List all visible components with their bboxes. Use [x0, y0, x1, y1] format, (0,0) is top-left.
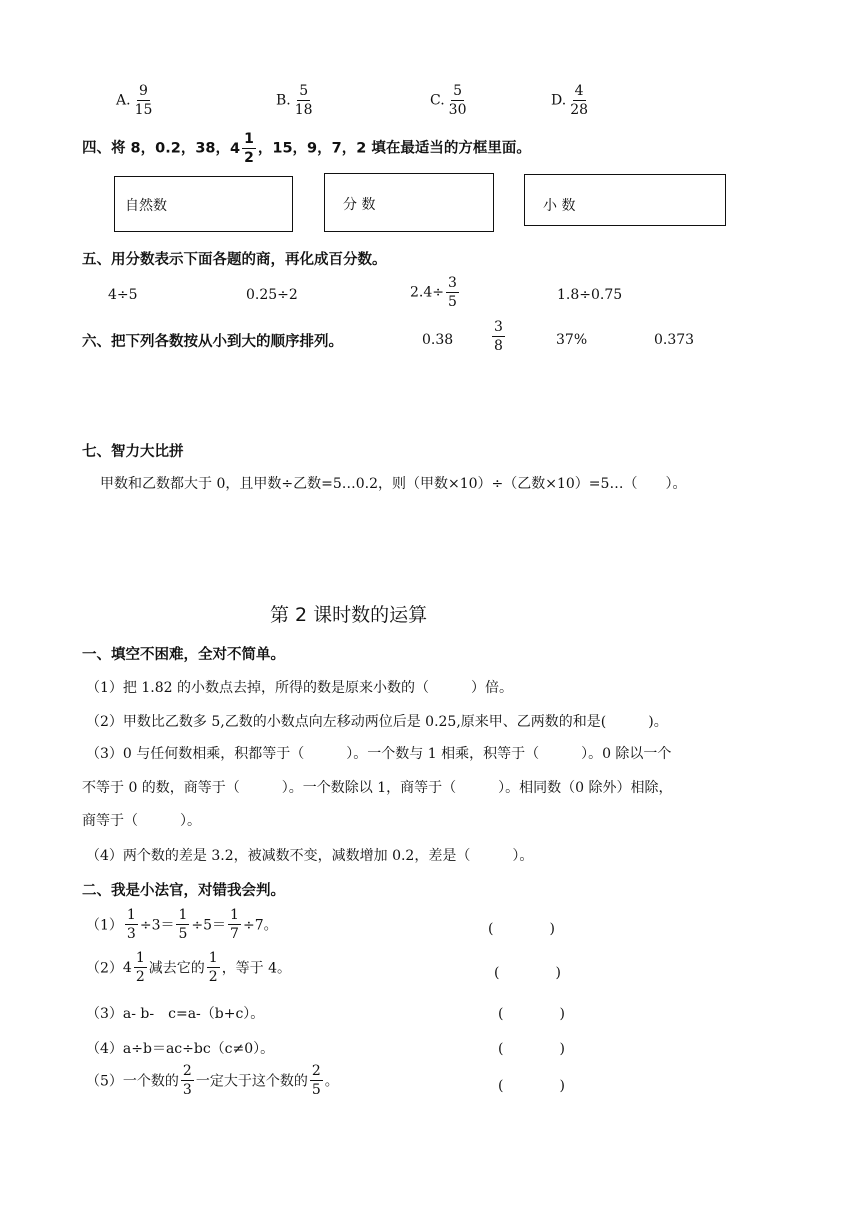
part-1-line-2: （2）甲数比乙数多 5,乙数的小数点向左移动两位后是 0.25,原来甲、乙两数的和是( )。	[86, 714, 668, 730]
part-1-line-3: （3）0 与任何数相乘，积都等于（ ）。一个数与 1 相乘，积等于（ ）。0 除以一个	[86, 746, 672, 762]
choice-c: C. $\frac{5}{30}$	[430, 83, 467, 118]
q6-number-1: 0.38	[422, 332, 454, 348]
choice-d: D. $\frac{4}{28}$	[551, 83, 589, 118]
q6-number-4: 0.373	[654, 332, 695, 348]
decimal-box[interactable]: 小 数	[524, 174, 726, 226]
q5-item-3: 2.4÷ $\frac{3}{5}$	[410, 275, 457, 310]
natural-number-box[interactable]: 自然数	[114, 176, 293, 232]
question-6-title: 六、把下列各数按从小到大的顺序排列。	[82, 334, 343, 350]
q5-item-2: 0.25÷2	[246, 287, 298, 303]
part-1-line-6: （4）两个数的差是 3.2，被减数不变，减数增加 0.2，差是（ ）。	[86, 848, 534, 864]
judge-4-answer[interactable]: ( )	[498, 1041, 565, 1057]
q5-item-1: 4÷5	[108, 287, 138, 303]
judge-4: （4）a÷b＝ac÷bc（c≠0）。	[86, 1041, 275, 1057]
choice-b: B. $\frac{5}{18}$	[276, 83, 313, 118]
part-1-title: 一、填空不困难，全对不简单。	[82, 647, 285, 663]
section-title: 第 2 课时数的运算	[270, 604, 428, 626]
part-1-line-1: （1）把 1.82 的小数点去掉，所得的数是原来小数的（ ）倍。	[86, 680, 513, 696]
judge-3: （3）a- b- c=a-（b+c）。	[86, 1006, 265, 1022]
part-1-line-5: 商等于（ ）。	[82, 813, 201, 829]
judge-3-answer[interactable]: ( )	[498, 1006, 565, 1022]
q6-fraction: $\frac{3}{8}$	[494, 319, 503, 354]
q6-number-3: 37%	[556, 332, 588, 348]
choice-a: A. $\frac{9}{15}$	[116, 83, 153, 118]
judge-5-answer[interactable]: ( )	[498, 1078, 565, 1094]
judge-1-answer[interactable]: ( )	[488, 921, 555, 937]
q5-item-4: 1.8÷0.75	[557, 287, 623, 303]
question-5-title: 五、用分数表示下面各题的商，再化成百分数。	[82, 252, 387, 268]
question-4-title: 四、将 8，0.2，38， 4 $\frac{1}{2}$ ，15，9，7，2 填在最适当的方框里面。	[82, 131, 531, 166]
judge-5: （5）一个数的 $\frac{2}{3}$ 一定大于这个数的 $\frac{2}{5}$ 。	[86, 1063, 339, 1098]
part-2-title: 二、我是小法官，对错我会判。	[82, 883, 285, 899]
judge-2: （2） 4 $\frac{1}{2}$ 减去它的 $\frac{1}{2}$ ，等于 4。	[86, 950, 292, 985]
fraction-box[interactable]: 分 数	[324, 173, 494, 232]
part-1-line-4: 不等于 0 的数，商等于（ ）。一个数除以 1，商等于（ ）。相同数（0 除外）相除，	[82, 780, 673, 796]
judge-2-answer[interactable]: ( )	[494, 965, 561, 981]
question-7-title: 七、智力大比拼	[82, 444, 184, 460]
judge-1: （1） $\frac{1}{3}$ ÷3＝ $\frac{1}{5}$ ÷5＝ $\frac{1}{7}$ ÷7。	[86, 907, 278, 942]
question-7-text: 甲数和乙数都大于 0，且甲数÷乙数=5…0.2，则（甲数×10）÷（乙数×10）=5…（ ）。	[100, 476, 687, 492]
